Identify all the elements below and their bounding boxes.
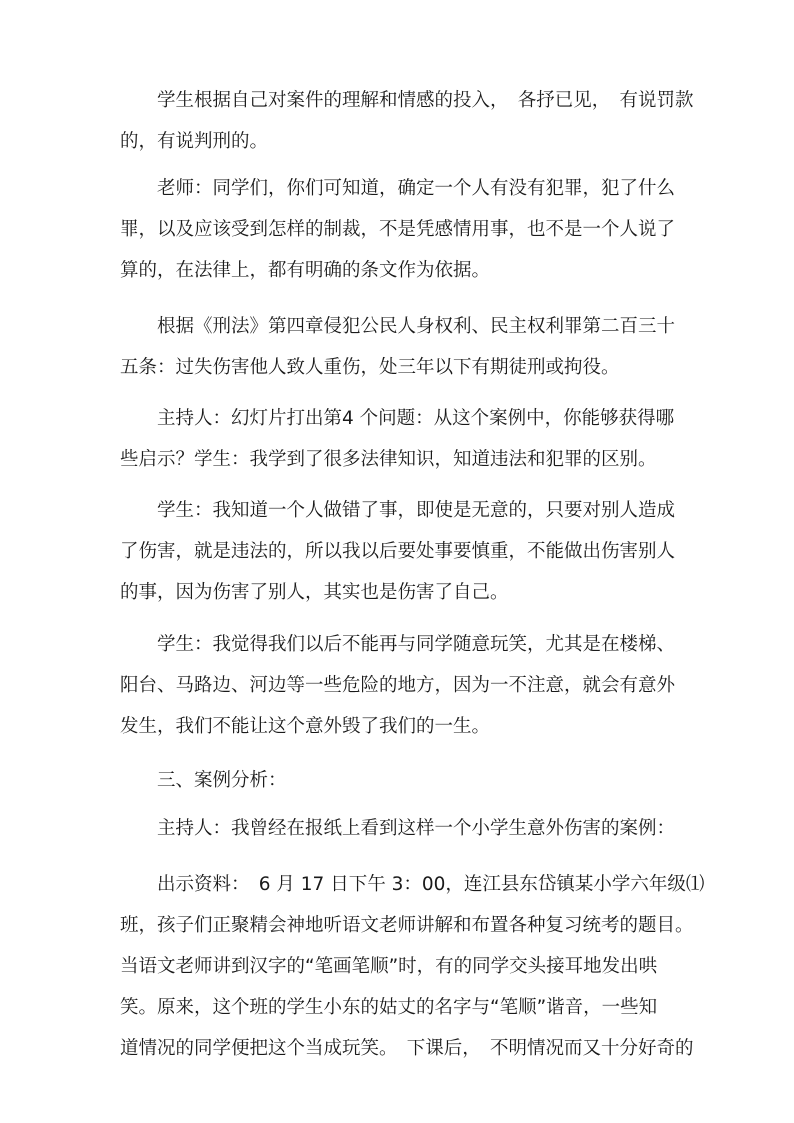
text-line: 罪，以及应该受到怎样的制裁，不是凭感情用事，也不是一个人说了 bbox=[120, 219, 676, 240]
text-line: 老师：同学们，你们可知道，确定一个人有没有犯罪，犯了什么 bbox=[120, 178, 676, 199]
text-line: 五条：过失伤害他人致人重伤，处三年以下有期徒刑或拘役。 bbox=[120, 357, 620, 378]
text-line: 的事，因为伤害了别人，其实也是伤害了自己。 bbox=[120, 582, 509, 603]
text-line: 当语文老师讲到汉字的“笔画笔顺”时，有的同学交头接耳地发出哄 bbox=[120, 956, 658, 977]
paragraph-teacher-explanation bbox=[120, 168, 680, 291]
text-line: 的，有说判刑的。 bbox=[120, 131, 269, 152]
paragraph-host-case-intro bbox=[120, 808, 680, 849]
text-line: 道情况的同学便把这个当成玩笑。 下课后， 不明情况而又十分好奇的 bbox=[120, 1038, 694, 1059]
text-line: 学生：我觉得我们以后不能再与同学随意玩笑，尤其是在楼梯、 bbox=[120, 634, 676, 655]
text-line: 主持人：我曾经在报纸上看到这样一个小学生意外伤害的案例： bbox=[120, 818, 676, 839]
text-line: 学生根据自己对案件的理解和情感的投入， 各抒已见， 有说罚款 bbox=[120, 90, 694, 111]
text-line: 些启示？学生：我学到了很多法律知识，知道违法和犯罪的区别。 bbox=[120, 449, 657, 470]
paragraph-criminal-law bbox=[120, 306, 680, 388]
text-line: 主持人：幻灯片打出第4 个问题：从这个案例中，你能够获得哪 bbox=[120, 408, 675, 429]
section-heading-case-analysis bbox=[120, 760, 680, 801]
paragraph-case-material bbox=[120, 864, 705, 1069]
text-line: 学生：我知道一个人做错了事，即使是无意的，只要对别人造成 bbox=[120, 500, 676, 521]
text-line: 班，孩子们正聚精会神地听语文老师讲解和布置各种复习统考的题目。 bbox=[120, 915, 694, 936]
paragraph-student-answer-1 bbox=[120, 490, 680, 613]
paragraph-student-opinions bbox=[120, 80, 694, 162]
text-line: 阳台、马路边、河边等一些危险的地方，因为一不注意，就会有意外 bbox=[120, 675, 676, 696]
paragraph-host-question bbox=[120, 398, 680, 480]
text-line: 出示资料： 6 月 17 日下午 3：00，连江县东岱镇某小学六年级⑴ bbox=[120, 874, 705, 895]
paragraph-student-answer-2 bbox=[120, 624, 680, 747]
text-line: 发生，我们不能让这个意外毁了我们的一生。 bbox=[120, 716, 491, 737]
text-line: 笑。原来，这个班的学生小东的姑丈的名字与“笔顺”谐音，一些知 bbox=[120, 997, 658, 1018]
text-line: 三、案例分析： bbox=[120, 770, 287, 791]
text-line: 了伤害，就是违法的，所以我以后要处事要慎重，不能做出伤害别人 bbox=[120, 541, 676, 562]
text-line: 算的，在法律上，都有明确的条文作为依据。 bbox=[120, 260, 491, 281]
text-line: 根据《刑法》第四章侵犯公民人身权利、民主权利罪第二百三十 bbox=[120, 316, 676, 337]
